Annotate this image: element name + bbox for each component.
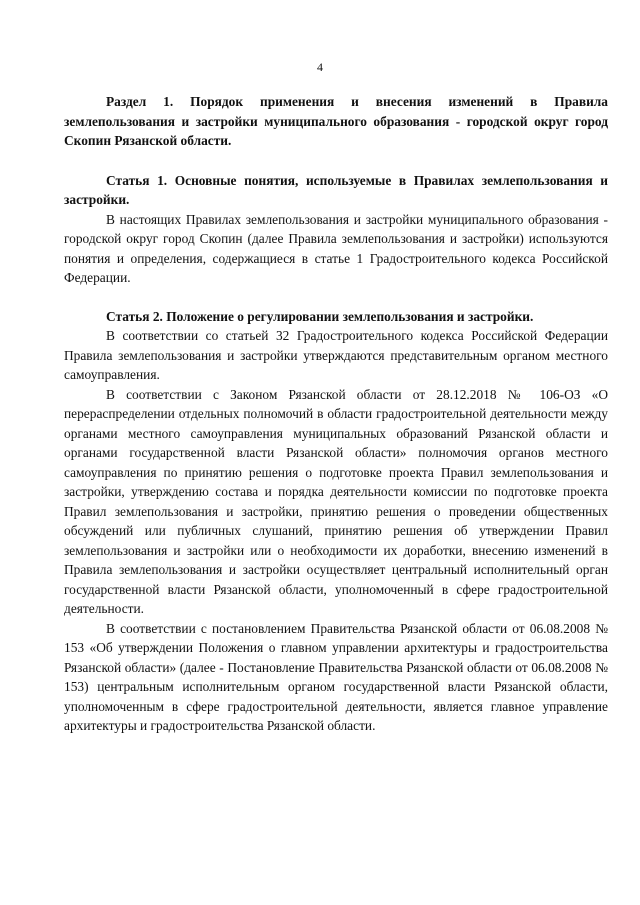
article-2-heading: Статья 2. Положение о регулировании землепользования и застройки.	[106, 308, 534, 324]
document-body	[64, 92, 608, 736]
spacer	[64, 151, 608, 171]
article-2-paragraph: В соответствии со статьей 32 Градостроительного кодекса Российской Федерации Правила землепользования и застройки утверждаются представительным органом местного самоуправления.	[64, 328, 608, 382]
article-2-paragraph: В соответствии с Законом Рязанской области от 28.12.2018 № 106-ОЗ «О перераспределении отдельных полномочий в области градостроительной деятельности между органами местного самоуправления муниципальных образований Рязанской области и органами государственной власти Рязанской области» полномочия органов местного самоуправления по принятию решения о подготовке проекта Правил землепользования и застройки, утверждению состава и порядка деятельности комиссии по подготовке проекта Правил землепользования и застройки, принятию решения о проведении общественных обсуждений или публичных слушаний, принятию решения об утверждении Правил землепользования и застройки или о необходимости их доработки, внесению изменений в Правила землепользования и застройки осуществляет центральный исполнительный орган государственной власти Рязанской области, уполномоченный в сфере градостроительной деятельности.	[64, 386, 608, 616]
article-1-paragraph: В настоящих Правилах землепользования и застройки муниципального образования - городской округ город Скопин (далее Правила землепользования и застройки) используются понятия и определения, содержащиеся в статье 1 Градостроительного кодекса Российской Федерации.	[64, 211, 608, 285]
article-1-heading: Статья 1. Основные понятия, используемые в Правилах землепользования и застройки.	[64, 172, 608, 207]
article-2-paragraph: В соответствии с постановлением Правительства Рязанской области от 06.08.2008 № 153 «Об утверждении Положения о главном управлении архитектуры и градостроительства Рязанской области» (далее - Постановление Правительства Рязанской области от 06.08.2008 № 153) центральным исполнительным органом государственной власти Рязанской области, уполномоченным в сфере градостроительной деятельности, является главное управление архитектуры и градостроительства Рязанской области.	[64, 620, 608, 733]
page-number: 4	[317, 60, 323, 74]
spacer	[64, 288, 608, 307]
section-heading: Раздел 1. Порядок применения и внесения изменений в Правила землепользования и застройки муниципального образования - городской округ город Скопин Рязанской области.	[64, 94, 608, 148]
